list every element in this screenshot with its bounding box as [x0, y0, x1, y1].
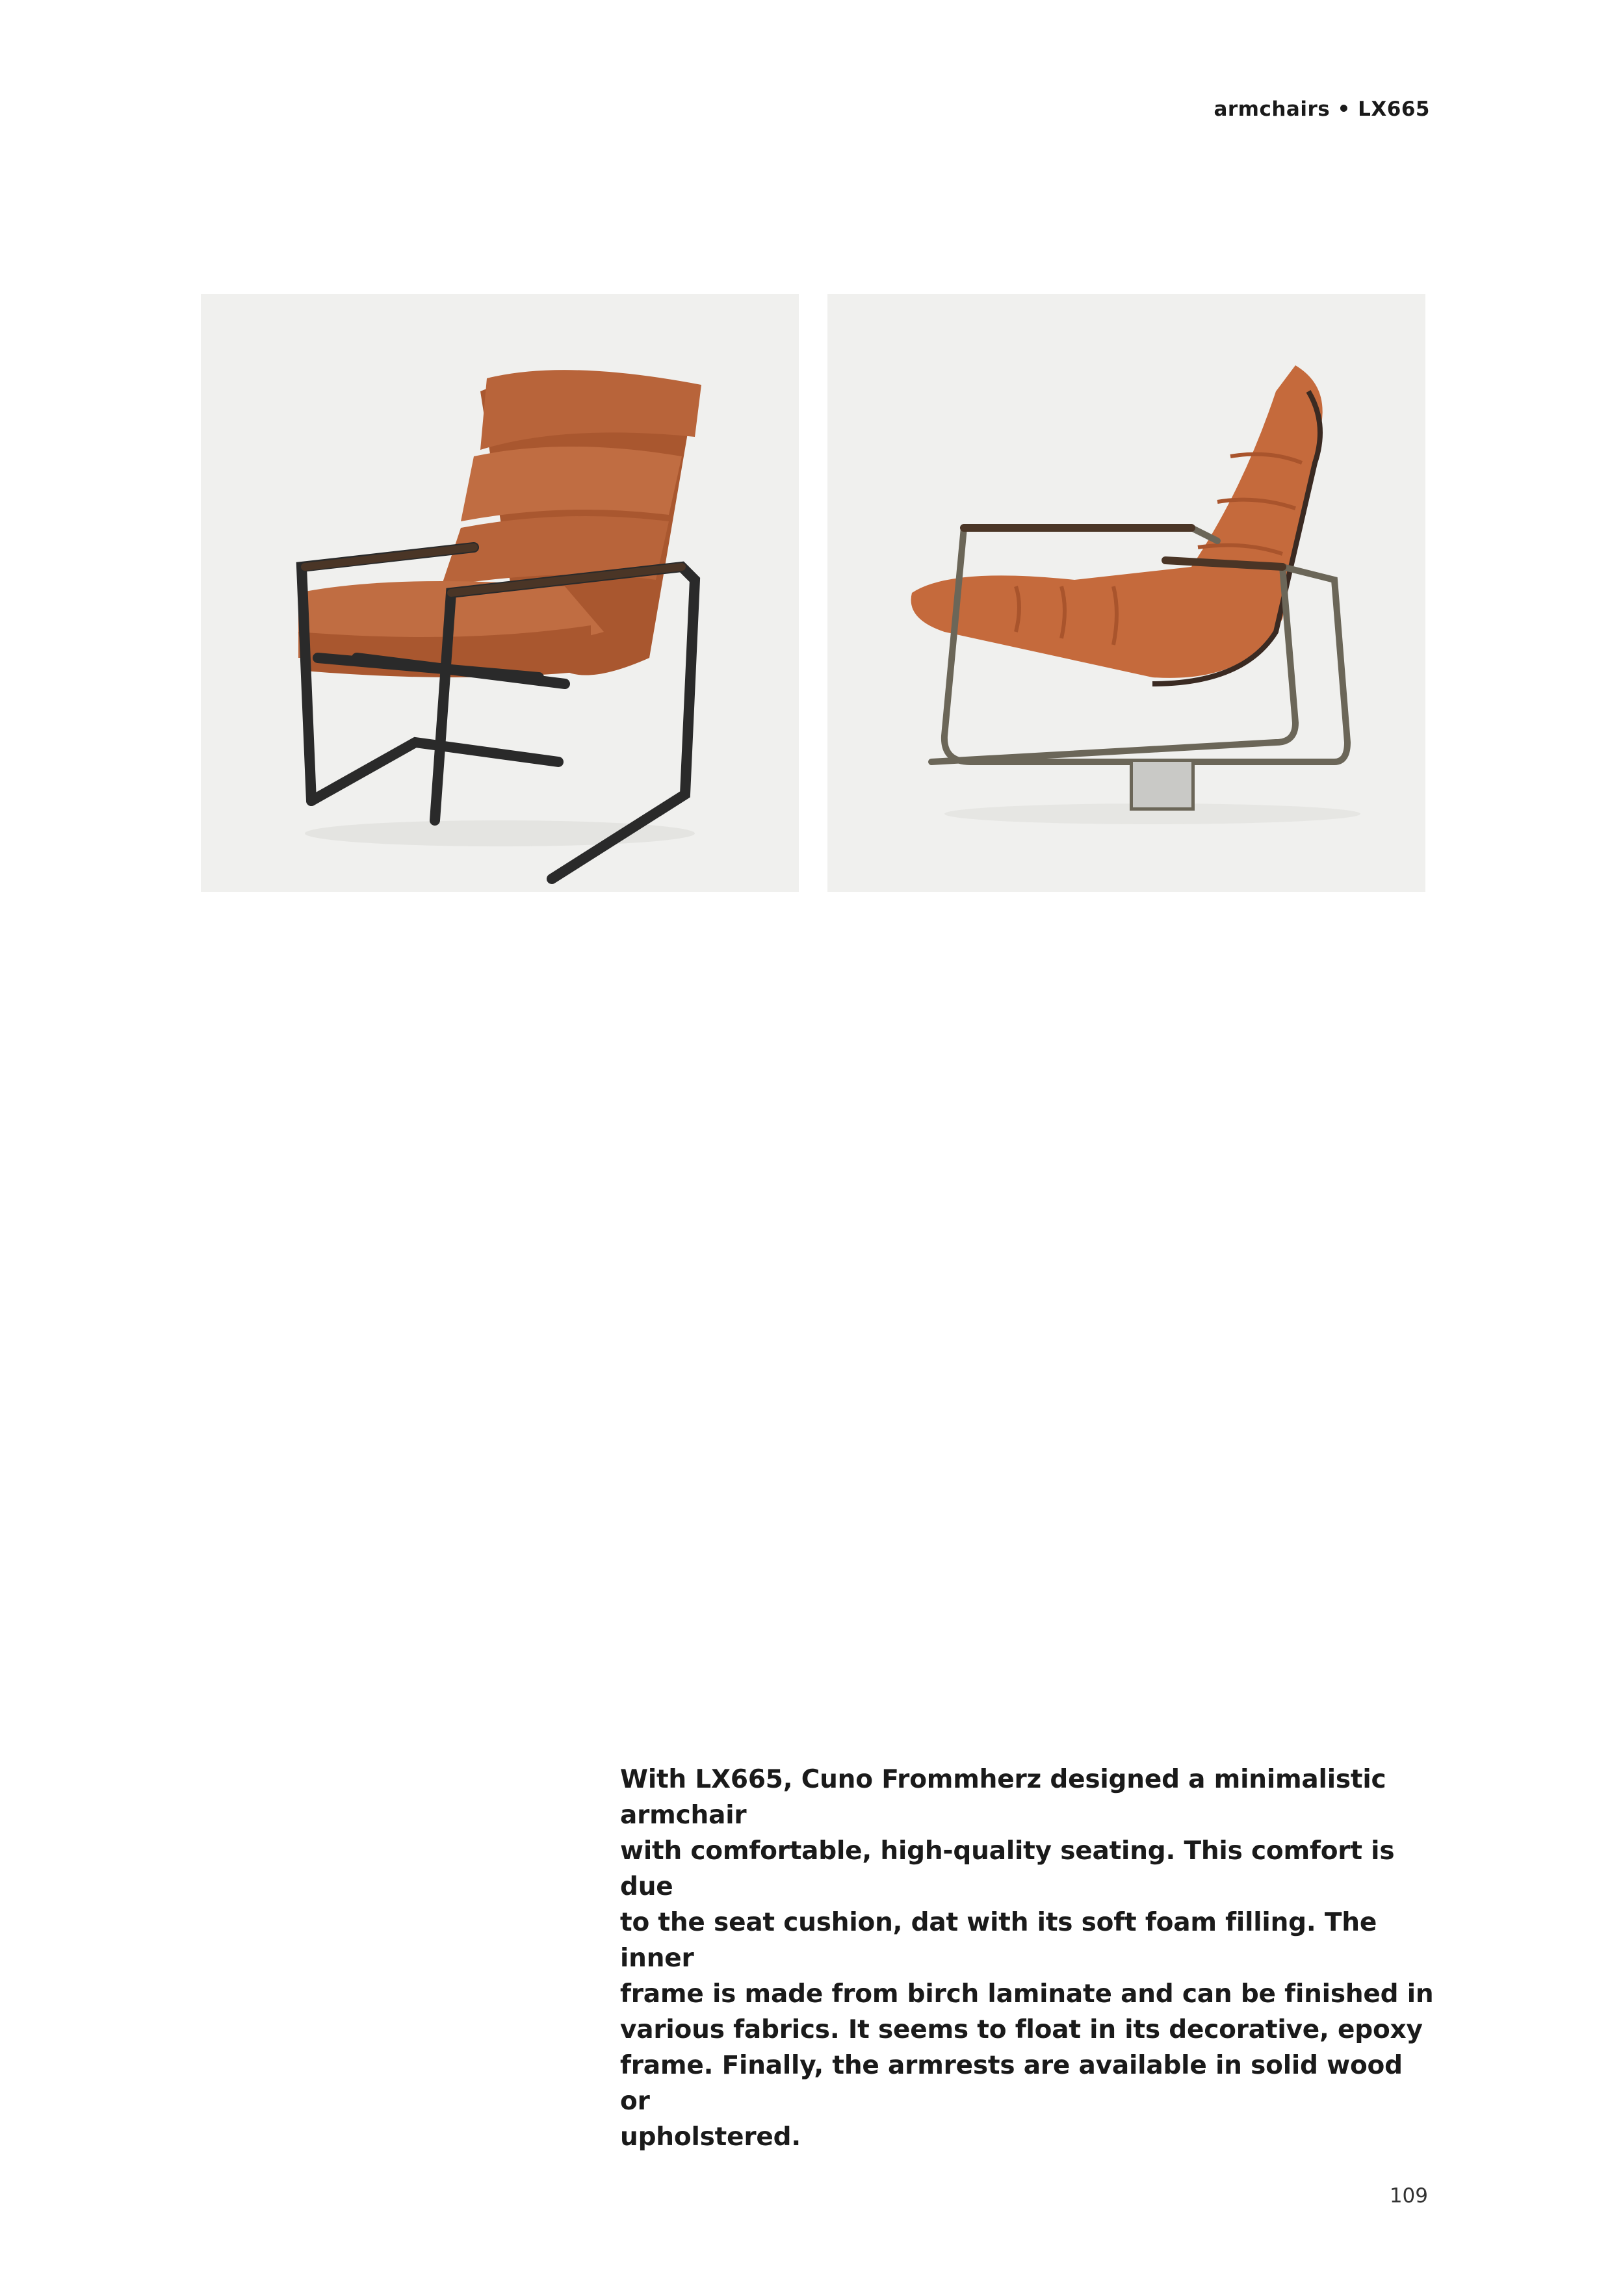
- armchair-front-view-icon: [201, 294, 799, 892]
- armchair-side-photo: [827, 294, 1425, 892]
- armchair-side-view-icon: [827, 294, 1425, 892]
- product-description: With LX665, Cuno Frommherz designed a minimalistic armchair with comfortable, high-quality seating. This comfort is due to the seat cushion, dat with its soft foam filling. The inner frame is made from birch laminate and can be finished in various fabrics. It seems to float in its decorative, epoxy frame. Finally, the armrests are available in solid wood or upholstered.: [620, 1765, 1434, 2152]
- armchair-front-photo: [201, 294, 799, 892]
- header-separator: •: [1337, 98, 1351, 121]
- category-label: armchairs: [1214, 98, 1331, 121]
- page-header: [1214, 98, 1430, 121]
- page-number: 109: [1389, 2184, 1428, 2208]
- model-label: LX665: [1358, 98, 1430, 121]
